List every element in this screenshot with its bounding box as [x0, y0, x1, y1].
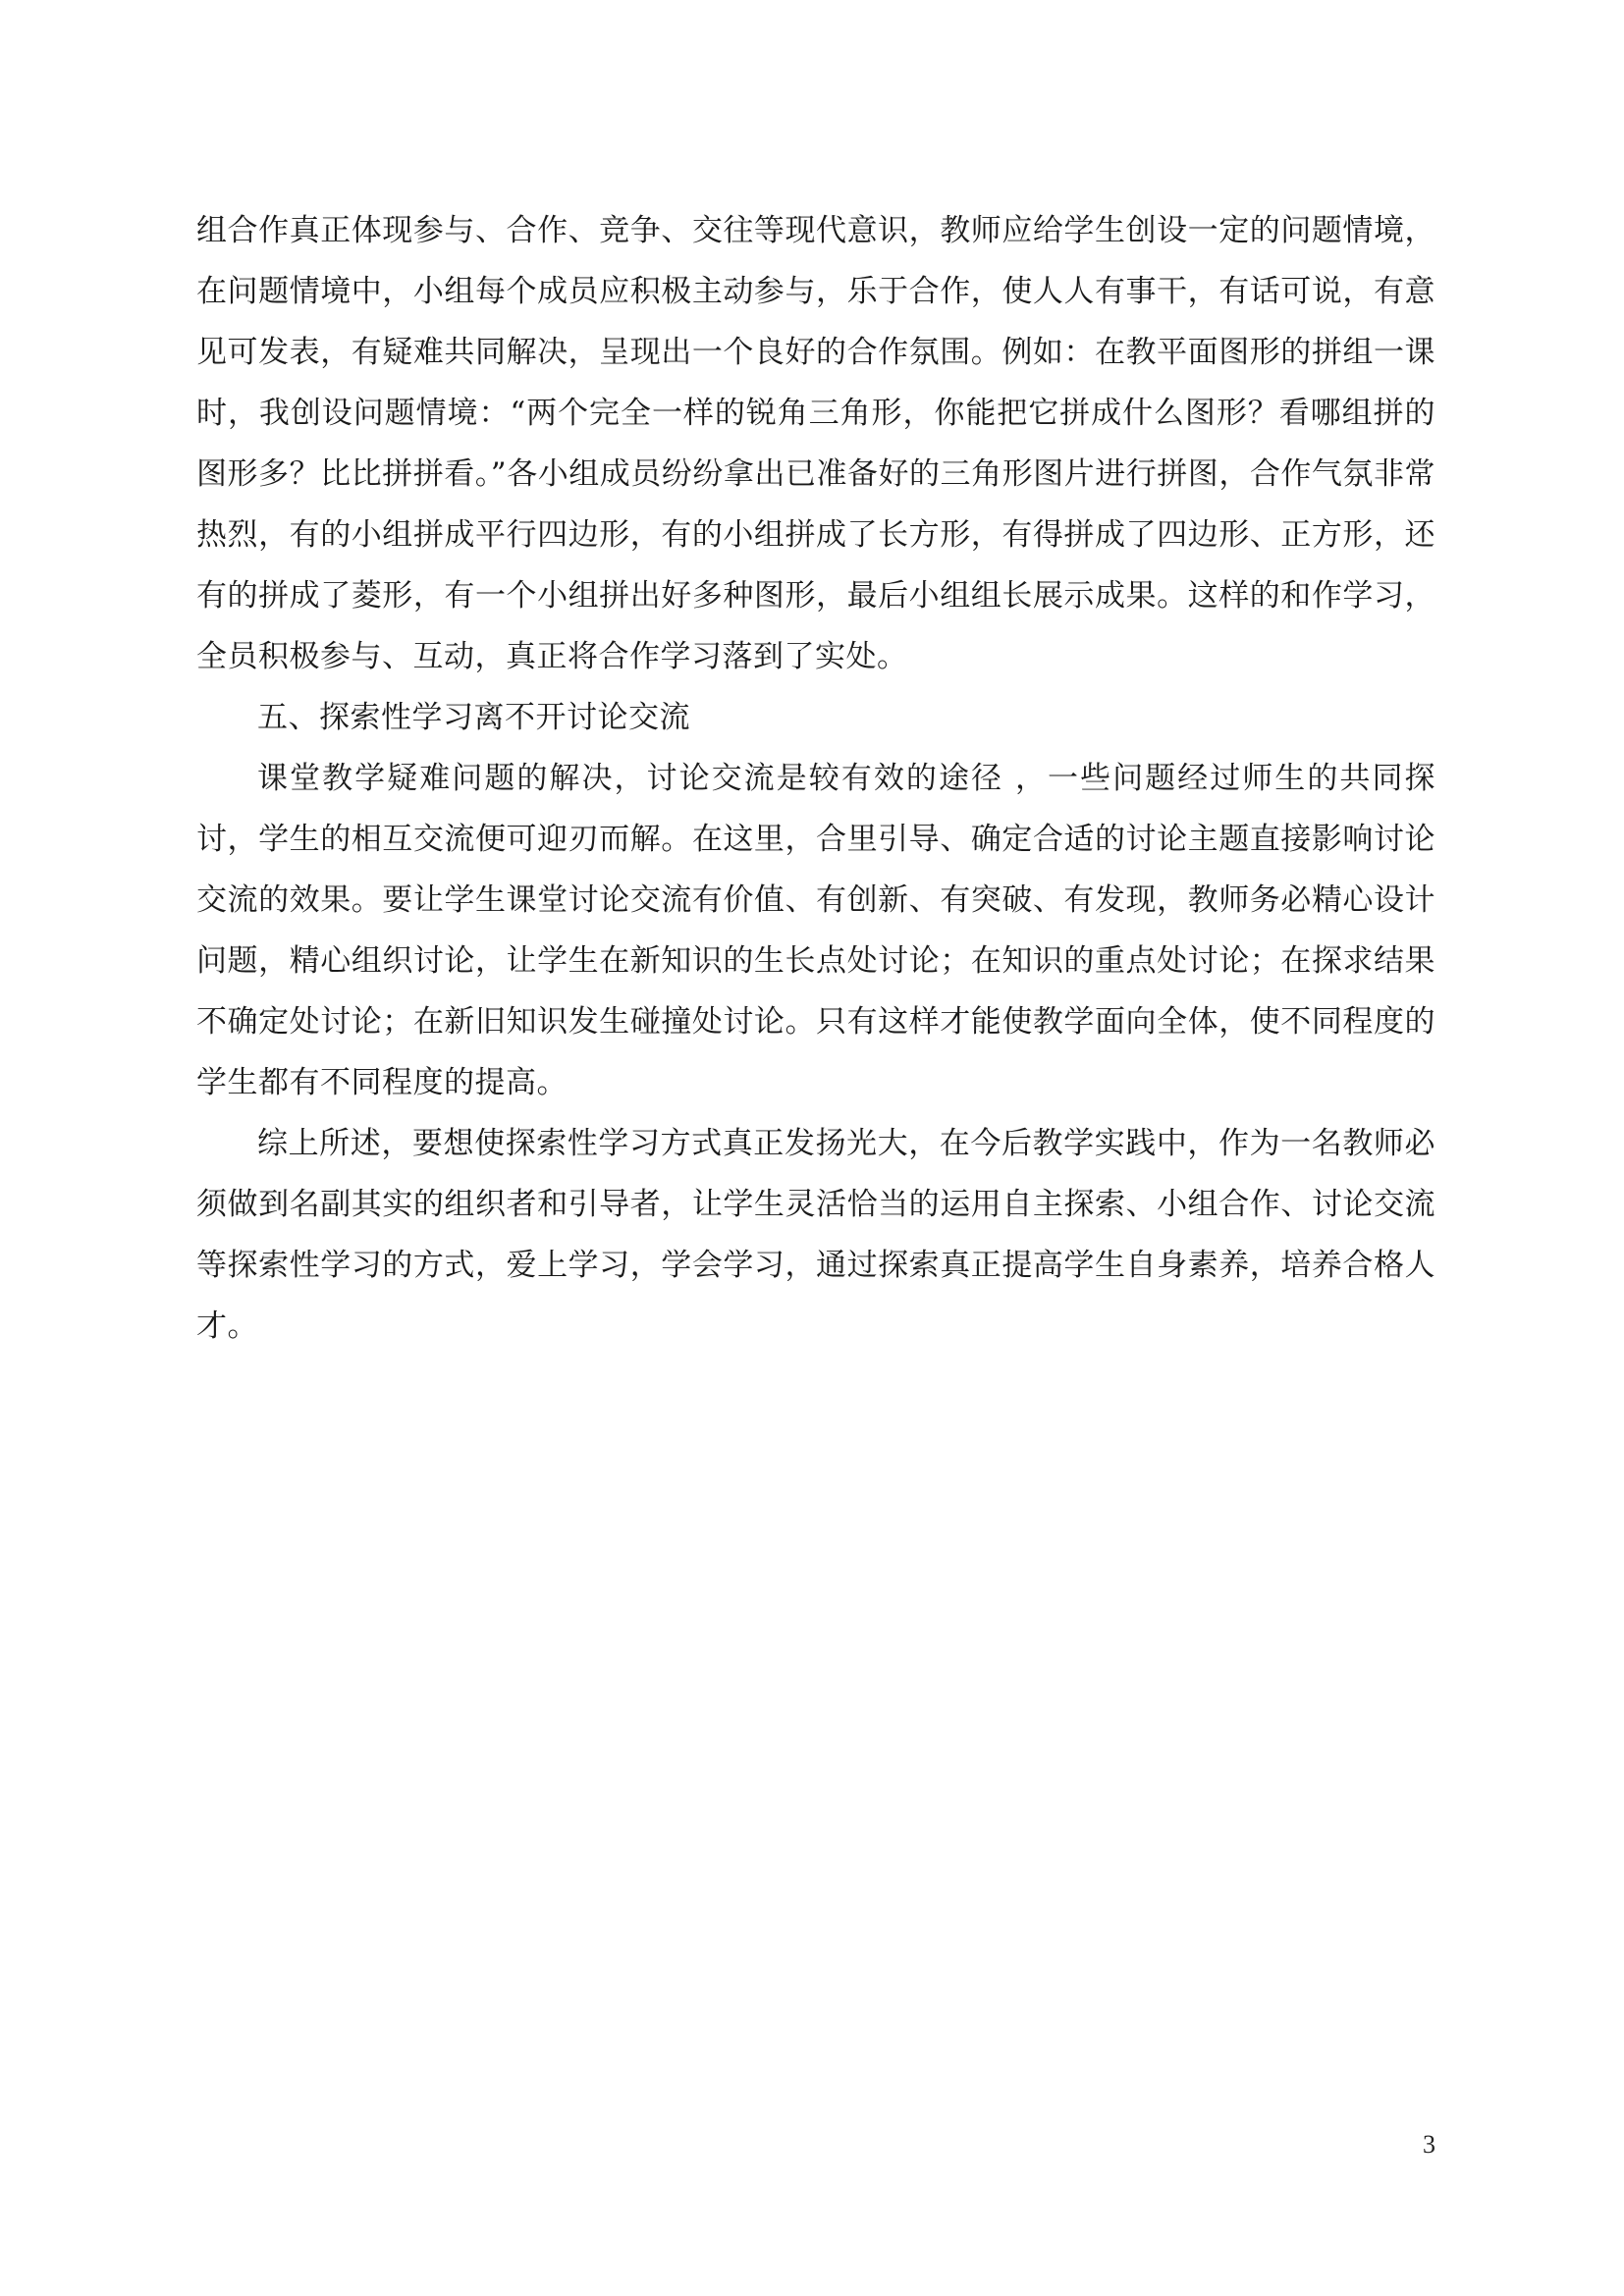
paragraph-conclusion: 综上所述，要想使探索性学习方式真正发扬光大，在今后教学实践中，作为一名教师必须做到名副其实的组织者和引导者，让学生灵活恰当的运用自主探索、小组合作、讨论交流等探索性学习的方式，爱上学习，学会学习，通过探索真正提高学生自身素养，培养合格人才。: [196, 1126, 1435, 1344]
document-body: [196, 200, 1435, 1357]
paragraph-discussion: 课堂教学疑难问题的解决，讨论交流是较有效的途径 ，一些问题经过师生的共同探讨，学生的相互交流便可迎刃而解。在这里，合里引导、确定合适的讨论主题直接影响讨论交流的效果。要让学生课堂讨论交流有价值、有创新、有突破、有发现，教师务必精心设计问题，精心组织讨论，让学生在新知识的生长点处讨论；在知识的重点处讨论；在探求结果不确定处讨论；在新旧知识发生碰撞处讨论。只有这样才能使教学面向全体，使不同程度的学生都有不同程度的提高。: [196, 761, 1435, 1100]
paragraph-cooperative-learning: 组合作真正体现参与、合作、竞争、交往等现代意识，教师应给学生创设一定的问题情境，在问题情境中，小组每个成员应积极主动参与，乐于合作，使人人有事干，有话可说，有意见可发表，有疑难共同解决，呈现出一个良好的合作氛围。例如：在教平面图形的拼组一课时，我创设问题情境：“两个完全一样的锐角三角形，你能把它拼成什么图形？看哪组拼的图形多？比比拼拼看。”各小组成员纷纷拿出已准备好的三角形图片进行拼图，合作气氛非常热烈，有的小组拼成平行四边形，有的小组拼成了长方形，有得拼成了四边形、正方形，还有的拼成了菱形，有一个小组拼出好多种图形，最后小组组长展示成果。这样的和作学习，全员积极参与、互动，真正将合作学习落到了实处。: [196, 213, 1435, 674]
section-heading-discussion: 五、探索性学习离不开讨论交流: [257, 700, 690, 735]
page-number: 3: [1423, 2130, 1435, 2159]
